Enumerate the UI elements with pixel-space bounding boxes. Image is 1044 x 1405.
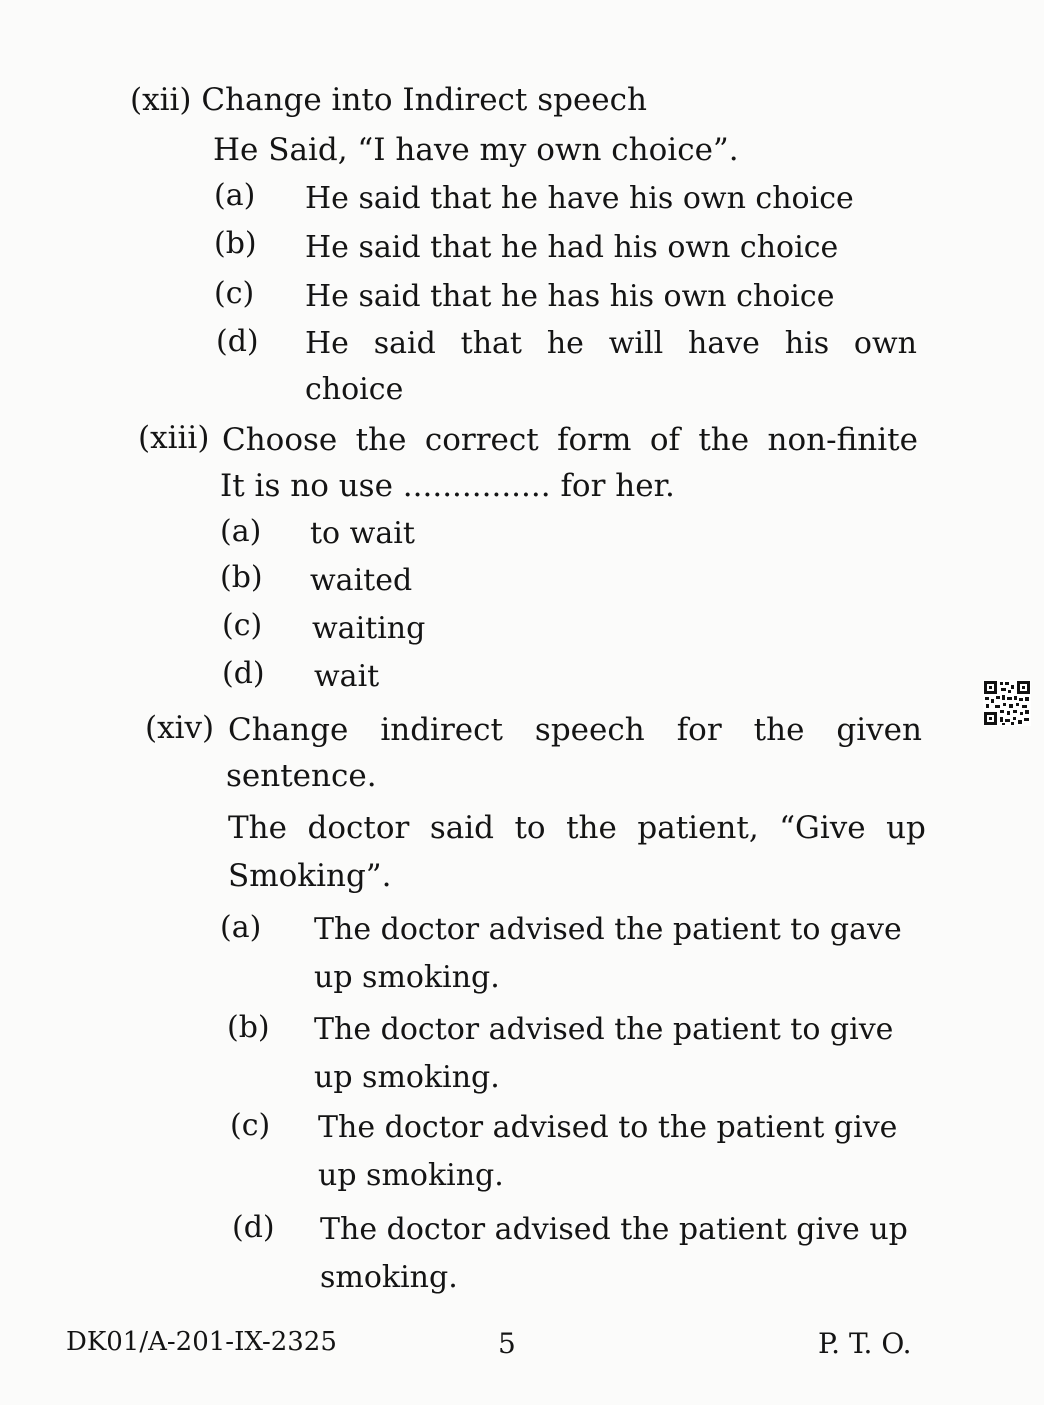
option-label: (d) <box>222 656 265 691</box>
option-text: waiting <box>312 611 426 646</box>
word: The <box>228 810 287 846</box>
question-instruction: Change into Indirect speech <box>201 82 647 118</box>
option-text: He said that he has his own choice <box>305 279 835 314</box>
word: patient, <box>637 810 759 846</box>
question-prompt: He Said, “I have my own choice”. <box>213 132 739 168</box>
option-label: (c) <box>222 608 263 643</box>
word: the <box>698 422 750 458</box>
question-number: (xii) <box>130 82 192 118</box>
option-label: (b) <box>220 560 263 595</box>
question-instruction <box>222 420 918 460</box>
word: own <box>853 326 917 361</box>
word: said <box>373 326 436 361</box>
question-xii-heading <box>130 80 647 120</box>
question-number: (xiv) <box>145 710 215 746</box>
option-text-continued: smoking. <box>320 1260 458 1295</box>
word: doctor <box>307 810 410 846</box>
question-instruction-continued: sentence. <box>226 758 377 794</box>
word: up <box>886 810 926 846</box>
question-prompt: It is no use ............... for her. <box>220 468 675 504</box>
option-text-continued: up smoking. <box>318 1158 504 1193</box>
option-text: wait <box>314 659 380 694</box>
word: correct <box>424 422 539 458</box>
word: “Give <box>779 810 866 846</box>
word: said <box>429 810 494 846</box>
option-text <box>305 324 917 364</box>
option-text: waited <box>310 563 413 598</box>
option-text: The doctor advised the patient to give <box>314 1012 894 1047</box>
word: speech <box>534 712 645 748</box>
qr-code-icon <box>983 680 1031 726</box>
option-text-continued: up smoking. <box>314 960 500 995</box>
word: to <box>514 810 546 846</box>
word: of <box>649 422 680 458</box>
word: Choose <box>222 422 338 458</box>
option-text: to wait <box>310 516 415 551</box>
question-instruction <box>228 710 922 750</box>
option-label: (b) <box>227 1010 270 1045</box>
option-label: (a) <box>214 178 256 213</box>
word: his <box>784 326 830 361</box>
word: form <box>557 422 632 458</box>
option-text: He said that he had his own choice <box>305 230 839 265</box>
word: that <box>460 326 522 361</box>
word: given <box>836 712 922 748</box>
word: for <box>676 712 722 748</box>
exam-code: DK01/A-201-IX-2325 <box>66 1327 337 1357</box>
option-label: (a) <box>220 910 262 945</box>
option-label: (a) <box>220 514 262 549</box>
option-text: The doctor advised the patient to gave <box>314 912 902 947</box>
option-text-continued: choice <box>305 372 404 407</box>
word: the <box>566 810 617 846</box>
option-label: (b) <box>214 226 257 261</box>
word: will <box>608 326 664 361</box>
page-number: 5 <box>498 1327 516 1360</box>
option-label: (c) <box>230 1108 271 1143</box>
word: he <box>546 326 584 361</box>
word: the <box>753 712 805 748</box>
word: have <box>688 326 760 361</box>
question-number: (xiii) <box>138 420 210 456</box>
question-prompt <box>228 808 926 848</box>
pto-label: P. T. O. <box>818 1327 912 1360</box>
word: the <box>355 422 407 458</box>
option-text-continued: up smoking. <box>314 1060 500 1095</box>
word: He <box>305 326 349 361</box>
word: Change <box>228 712 349 748</box>
option-label: (d) <box>216 324 259 359</box>
option-text: The doctor advised to the patient give <box>318 1110 898 1145</box>
question-prompt-continued: Smoking”. <box>228 858 392 894</box>
word: indirect <box>380 712 503 748</box>
word: non-finite <box>767 422 918 458</box>
option-text: The doctor advised the patient give up <box>320 1212 908 1247</box>
option-label: (c) <box>214 276 255 311</box>
option-label: (d) <box>232 1210 275 1245</box>
option-text: He said that he have his own choice <box>305 181 854 216</box>
